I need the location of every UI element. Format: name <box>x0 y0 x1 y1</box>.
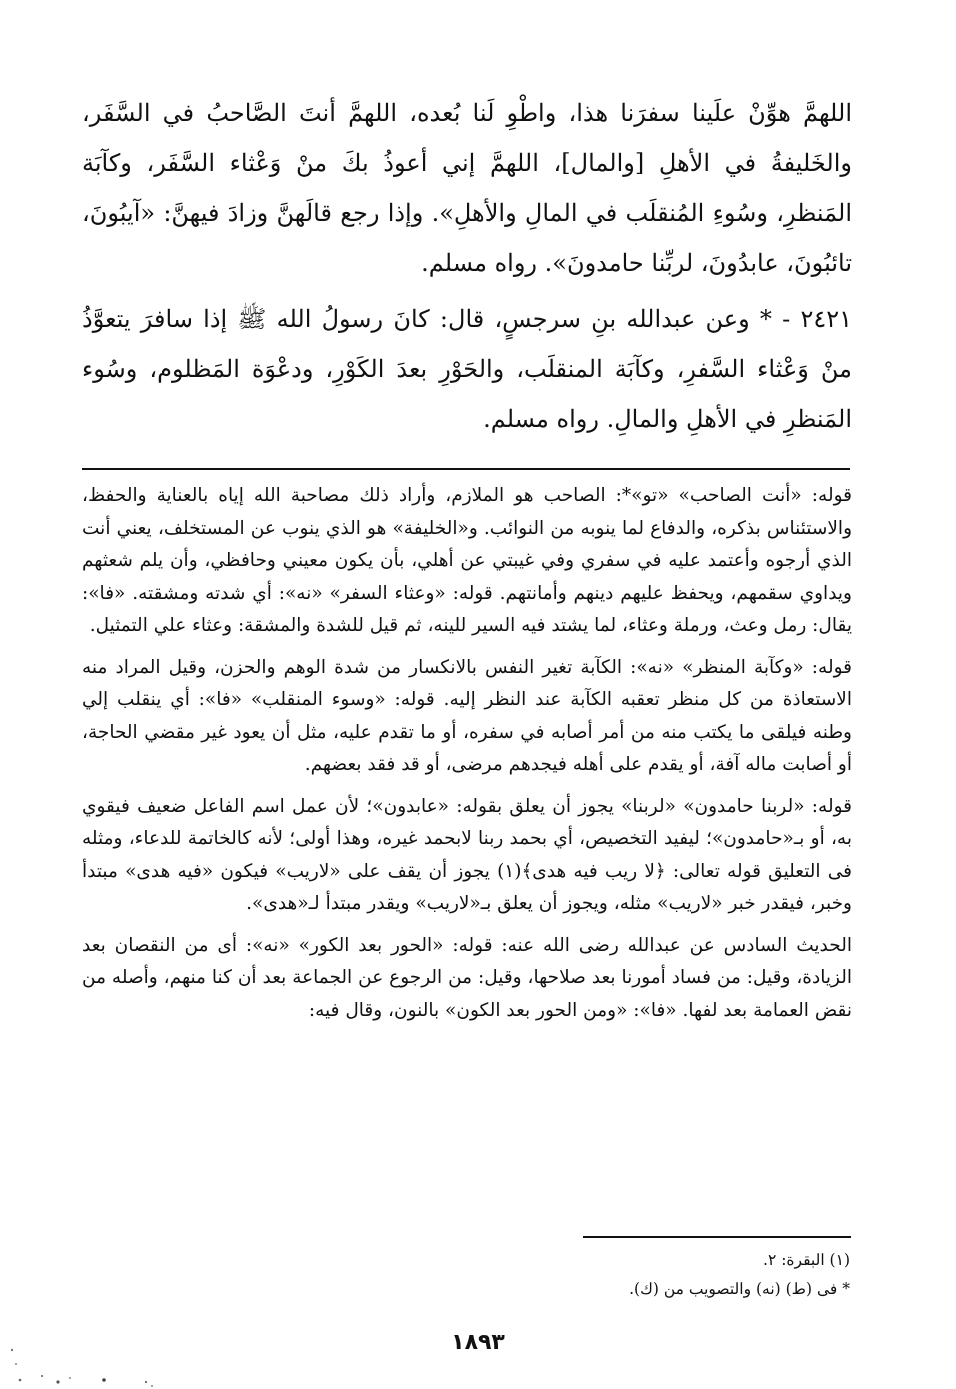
commentary-paragraph: قوله: «أنت الصاحب» «تو»*: الصاحب هو الملازم، وأراد ذلك مصاحبة الله إياه بالعناية والحفظ، والاستئناس بذكره، والدفاع لما ينوبه من النوائب. و«الخليفة» هو الذي ينوب عن المستخلف، يعني أنت الذي أرجوه وأعتمد عليه في سفري وفي غيبتي عن أهلي، بأن يكون معيني وحافظي، وأن يلم شعثهم ويداوي سقمهم، ويحفظ عليهم دينهم وأمانتهم. قوله: «وعثاء السفر» «نه»: أي شدته ومشقته. «فا»: يقال: رمل وعث، ورملة وعثاء، لما يشتد فيه السير للينه، ثم قيل للشدة والمشقة: وعثاء علي التمثيل. <box>82 485 852 636</box>
commentary-section <box>82 480 852 1036</box>
commentary-paragraph: الحديث السادس عن عبدالله رضى الله عنه: قوله: «الحور بعد الكور» «نه»: أى من النقصان بعد الزيادة، وقيل: من فساد أمورنا بعد صلاحها، وقيل: من الرجوع عن الجماعة بعد أن كنا منهم، وأصله من نقض العمامة بعد لفها. «فا»: «ومن الحور بعد الكون» بالنون، وقال فيه: <box>82 934 852 1021</box>
hadith-paragraph: اللهمَّ هوِّنْ علَينا سفرَنا هذا، واطْوِ لَنا بُعده، اللهمَّ أنتَ الصَّاحبُ في السَّفَر، والخَليفةُ في الأهلِ [والمال]، اللهمَّ إني أعوذُ بكَ منْ وَعْثاء السَّفَر، وكآبَة المَنظرِ، وسُوءِ المُنقلَب في المالِ والأهلِ». وإذا رجع قالَهنَّ وزادَ فيهنَّ: «آيبُونَ، تائبُونَ، عابدُونَ، لربِّنا حامدونَ». رواه مسلم. <box>82 99 852 277</box>
commentary-paragraph: قوله: «وكآبة المنظر» «نه»: الكآبة تغير النفس بالانكسار من شدة الوهم والحزن، وقيل المراد منه الاستعاذة من كل منظر تعقبه الكآبة عند النظر إليه. قوله: «وسوء المنقلب» «فا»: أي ينقلب إلي وطنه فيلقى ما يكتب منه من أمر أصابه في سفره، أو ما تقدم عليه، مثل أن يعود غير مقضي الحاجة، أو أصابت ماله آفة، أو يقدم على أهله فيجدهم مرضى، أو قد فقد بعضهم. <box>82 656 852 775</box>
footnote: (١) البقرة: ٢. <box>763 1251 850 1269</box>
page-number: ١٨٩٣ <box>451 1330 505 1355</box>
hadith-text <box>82 88 852 450</box>
footnote: * فى (ط) (نه) والتصويب من (ك). <box>629 1280 850 1298</box>
commentary-paragraph: قوله: «لربنا حامدون» «لربنا» يجوز أن يعلق بقوله: «عابدون»؛ لأن عمل اسم الفاعل ضعيف فيقوي به، أو بـ«حامدون»؛ ليفيد التخصيص، أي بحمد ربنا لابحمد غيره، وهذا أولى؛ لأنه كالخاتمة للدعاء، ومثله فى التعليق قوله تعالى: ﴿لا ريب فيه هدى﴾(١) يجوز أن يقف على «لاريب» فيكون «فيه هدى» مبتدأ وخبر، فيقدر خبر «لاريب» مثله، ويجوز أن يعلق بـ«لاريب» ويقدر مبتدأ لـ«هدى». <box>82 795 852 914</box>
hadith-paragraph: ٢٤٢١ - * وعن عبدالله بنِ سرجسٍ، قال: كانَ رسولُ الله ﷺ إذا سافرَ يتعوَّذُ منْ وَعْثاء السَّفرِ، وكآبَة المنقلَب، والحَوْرِ بعدَ الكَوْرِ، ودعْوَة المَظلوم، وسُوء المَنظرِ في الأهلِ والمالِ. رواه مسلم. <box>82 305 852 433</box>
footnote-divider <box>583 1236 851 1238</box>
commentary-divider <box>82 468 850 470</box>
scan-specks <box>0 1330 180 1389</box>
footnotes <box>500 1246 850 1304</box>
